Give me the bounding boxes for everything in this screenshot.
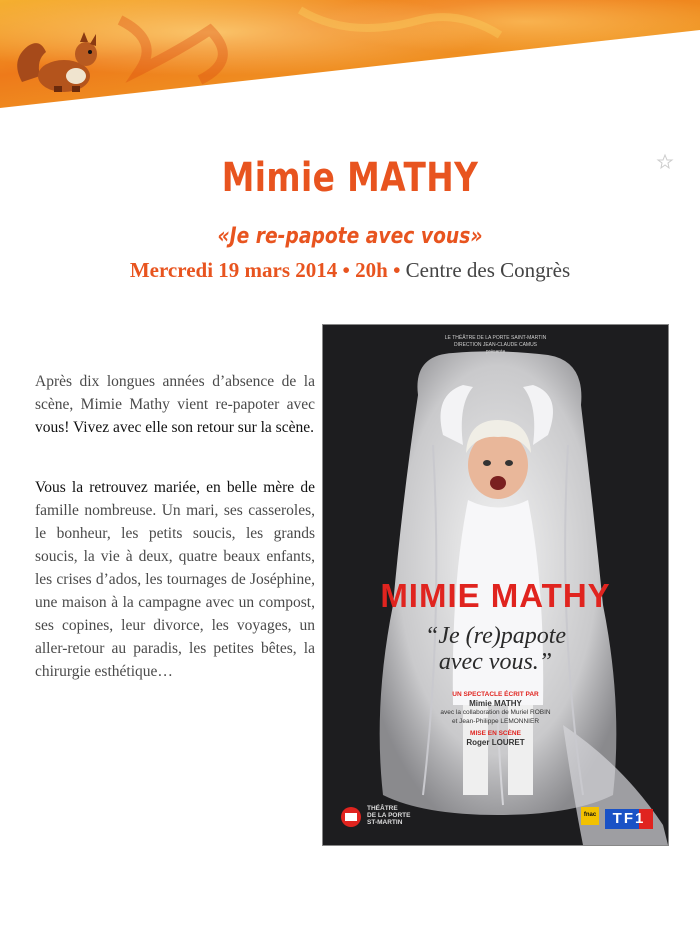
theatre-line: DE LA PORTE: [367, 812, 411, 819]
credit-name: Mimie MATHY: [469, 699, 522, 708]
theatre-line: ST-MARTIN: [367, 819, 403, 826]
poster-quote: [323, 623, 668, 675]
description-text: famille nombreuse. Un mari, ses casseroles, le bonheur, les petits soucis, les grands soucis, la vie à deux, quatre beaux enfants, les crises d’ados, les tournages de Joséphine, une maison à la campagne avec un compost, ses copines, leur divorce, les voyages, un aller-retour au paradis, les petites bêtes, la chirurgie esthétique…: [35, 502, 315, 680]
intro-paragraph: [35, 370, 315, 439]
decorative-mark: [655, 152, 675, 172]
fnac-label: fnac: [583, 812, 597, 818]
separator: •: [337, 258, 356, 282]
quote-line: “Je (re)papote: [424, 623, 567, 649]
event-venue: Centre des Congrès: [405, 258, 571, 282]
show-subtitle: «Je re-papote avec vous»: [217, 224, 483, 249]
header-banner: [0, 0, 700, 130]
presenter-line: DIRECTION JEAN-CLAUDE CAMUS: [453, 342, 538, 348]
intro-text: Après dix longues années d’absence de la scène, Mimie Mathy vient re-papoter avec: [35, 373, 315, 413]
separator: •: [387, 258, 406, 282]
event-time: 20h: [355, 258, 388, 282]
event-date-line: [0, 258, 700, 283]
credits-block: [323, 690, 668, 747]
tf1-label: TF1: [612, 810, 646, 827]
presenter-line: LE THÉÂTRE DE LA PORTE SAINT-MARTIN: [444, 335, 547, 341]
presenter-line: présente: [485, 349, 506, 355]
credit-label: UN SPECTACLE ÉCRIT PAR: [452, 691, 539, 698]
quote-line: avec vous.”: [438, 649, 553, 675]
poster-name: MIMIE MATHY: [380, 577, 611, 614]
show-title: Mimie MATHY: [221, 155, 479, 201]
credit-detail: avec la collaboration de Muriel ROBIN: [440, 709, 551, 716]
description-paragraph: [35, 476, 315, 683]
intro-text-emphasis: vous! Vivez avec elle son retour sur la scène.: [35, 419, 314, 436]
credit-name: Roger LOURET: [466, 738, 525, 747]
credit-label: MISE EN SCÈNE: [470, 730, 521, 737]
credit-detail: et Jean-Philippe LEMONNIER: [451, 718, 540, 725]
theatre-line: THÉÂTRE: [367, 805, 398, 812]
event-date: Mercredi 19 mars 2014: [129, 258, 338, 282]
presenter-credit: [323, 335, 668, 356]
show-poster: [323, 325, 668, 845]
theatre-logo-text: [367, 805, 410, 826]
description-lead: Vous la retrouvez mariée, en belle mère de: [35, 479, 315, 496]
